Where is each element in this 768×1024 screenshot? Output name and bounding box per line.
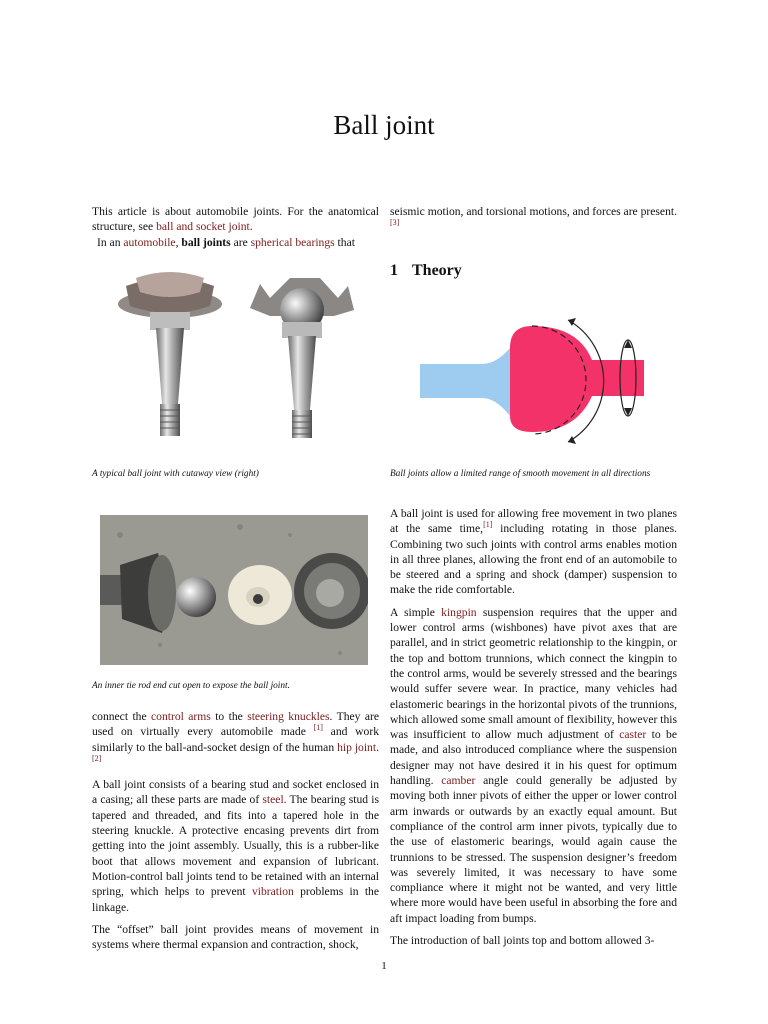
link-caster[interactable]: caster xyxy=(619,728,647,742)
link-control-arms[interactable]: control arms xyxy=(151,710,211,723)
tie-rod-photo xyxy=(100,515,368,665)
link-automobile[interactable]: automobile xyxy=(123,235,176,249)
intro-paragraph: In an automobile, ball joints are spherical bearings that xyxy=(97,235,355,249)
right-column-top: seismic motion, and torsional motions, and forces are present.[3] xyxy=(390,205,677,228)
link-spherical-bearings[interactable]: spherical bearings xyxy=(250,235,335,249)
figure-caption-2: An inner tie rod end cut open to expose the ball joint. xyxy=(92,681,290,691)
page-number: 1 xyxy=(381,960,387,972)
paragraph: A simple kingpin suspension requires that the upper and lower control arms (wishbones) have pivot axes that are parallel, and in strict geometric relationship to the kingpin, or the top and bottom trunnions, which connect the kingpin to the control arms, would be severely stressed and the bearings would suffer severe wear. In practice, many vehicles had elastomeric bearings in the horizontal pivots of the trunnions, which allowed some small amount of flexibility, however this was insufficient to allow much adjustment of caster to be made, and also introduced compliance where the suspension designer may not have desired it in his quest for optimum handling. camber angle could generally be adjusted by moving both inner pivots of either the upper or lower control arm inwards or outwards by an exactly equal amount. But compliance of the control arm inner pivots, typically due to the use of elastomeric bearings, would again cause the trunnions to be stressed. The suspension designer’s freedom was severely limited, it was necessary to have some compliance where it might not be wanted, and very little where more would have been useful in absorbing the fore and aft impact loading from bumps. xyxy=(390,605,677,925)
reference-1[interactable]: [1] xyxy=(313,723,323,733)
link-ball-and-socket-joint[interactable]: ball and socket joint xyxy=(156,220,250,234)
page-title: Ball joint xyxy=(333,110,435,140)
paragraph: A ball joint consists of a bearing stud and socket enclosed in a casing; all these parts are made of steel. The bearing stud is tapered and threaded, and fits into a tapered hole in the steering knuckle. A protective encasing prevents dirt from getting into the joint assembly. Usually, this is a rubber-like boot that allows movement and expansion of lubricant. Motion-control ball joints tend to be retained with an internal spring, which helps to prevent vibration problems in the linkage. xyxy=(92,778,379,914)
right-column-body xyxy=(390,506,677,955)
figure-caption-1: A typical ball joint with cutaway view (right) xyxy=(92,469,259,479)
paragraph: The introduction of ball joints top and bottom allowed 3- xyxy=(390,934,655,948)
link-kingpin[interactable]: kingpin xyxy=(441,605,477,619)
left-column-top xyxy=(92,204,379,257)
link-hip-joint[interactable]: hip joint xyxy=(337,740,377,754)
paragraph: The “offset” ball joint provides means of movement in systems where thermal expansion and contraction, shock, xyxy=(92,922,379,952)
left-column-body xyxy=(92,709,379,959)
link-vibration[interactable]: vibration xyxy=(251,885,294,899)
hatnote: This article is about automobile joints. For the anatomical structure, see ball and socket joint. xyxy=(92,205,379,234)
ball-joint-photo xyxy=(92,264,379,452)
ball-joint-diagram xyxy=(400,312,670,452)
link-steering-knuckles[interactable]: steering knuckles xyxy=(247,710,330,723)
section-heading-theory: 1 Theory xyxy=(390,262,462,279)
link-steel[interactable]: steel xyxy=(262,793,284,807)
figure-caption-3: Ball joints allow a limited range of smooth movement in all directions xyxy=(390,469,651,479)
reference-2[interactable]: [2] xyxy=(92,754,102,764)
paragraph: connect the control arms to the steering knuckles. They are used on virtually every automobile made [1] and work similarly to the ball-and-socket design of the human hip joint.[2] xyxy=(92,710,379,764)
reference-3[interactable]: [3] xyxy=(390,218,400,228)
paragraph: A ball joint is used for allowing free movement in two planes at the same time,[1] including rotating in those planes. Combining two such joints with control arms enables motion in all three planes, allowing the front end of an automobile to be steered and a spring and shock (damper) suspension to make the ride comfortable. xyxy=(390,507,677,597)
reference-1b[interactable]: [1] xyxy=(483,520,493,530)
link-camber[interactable]: camber xyxy=(441,774,476,788)
